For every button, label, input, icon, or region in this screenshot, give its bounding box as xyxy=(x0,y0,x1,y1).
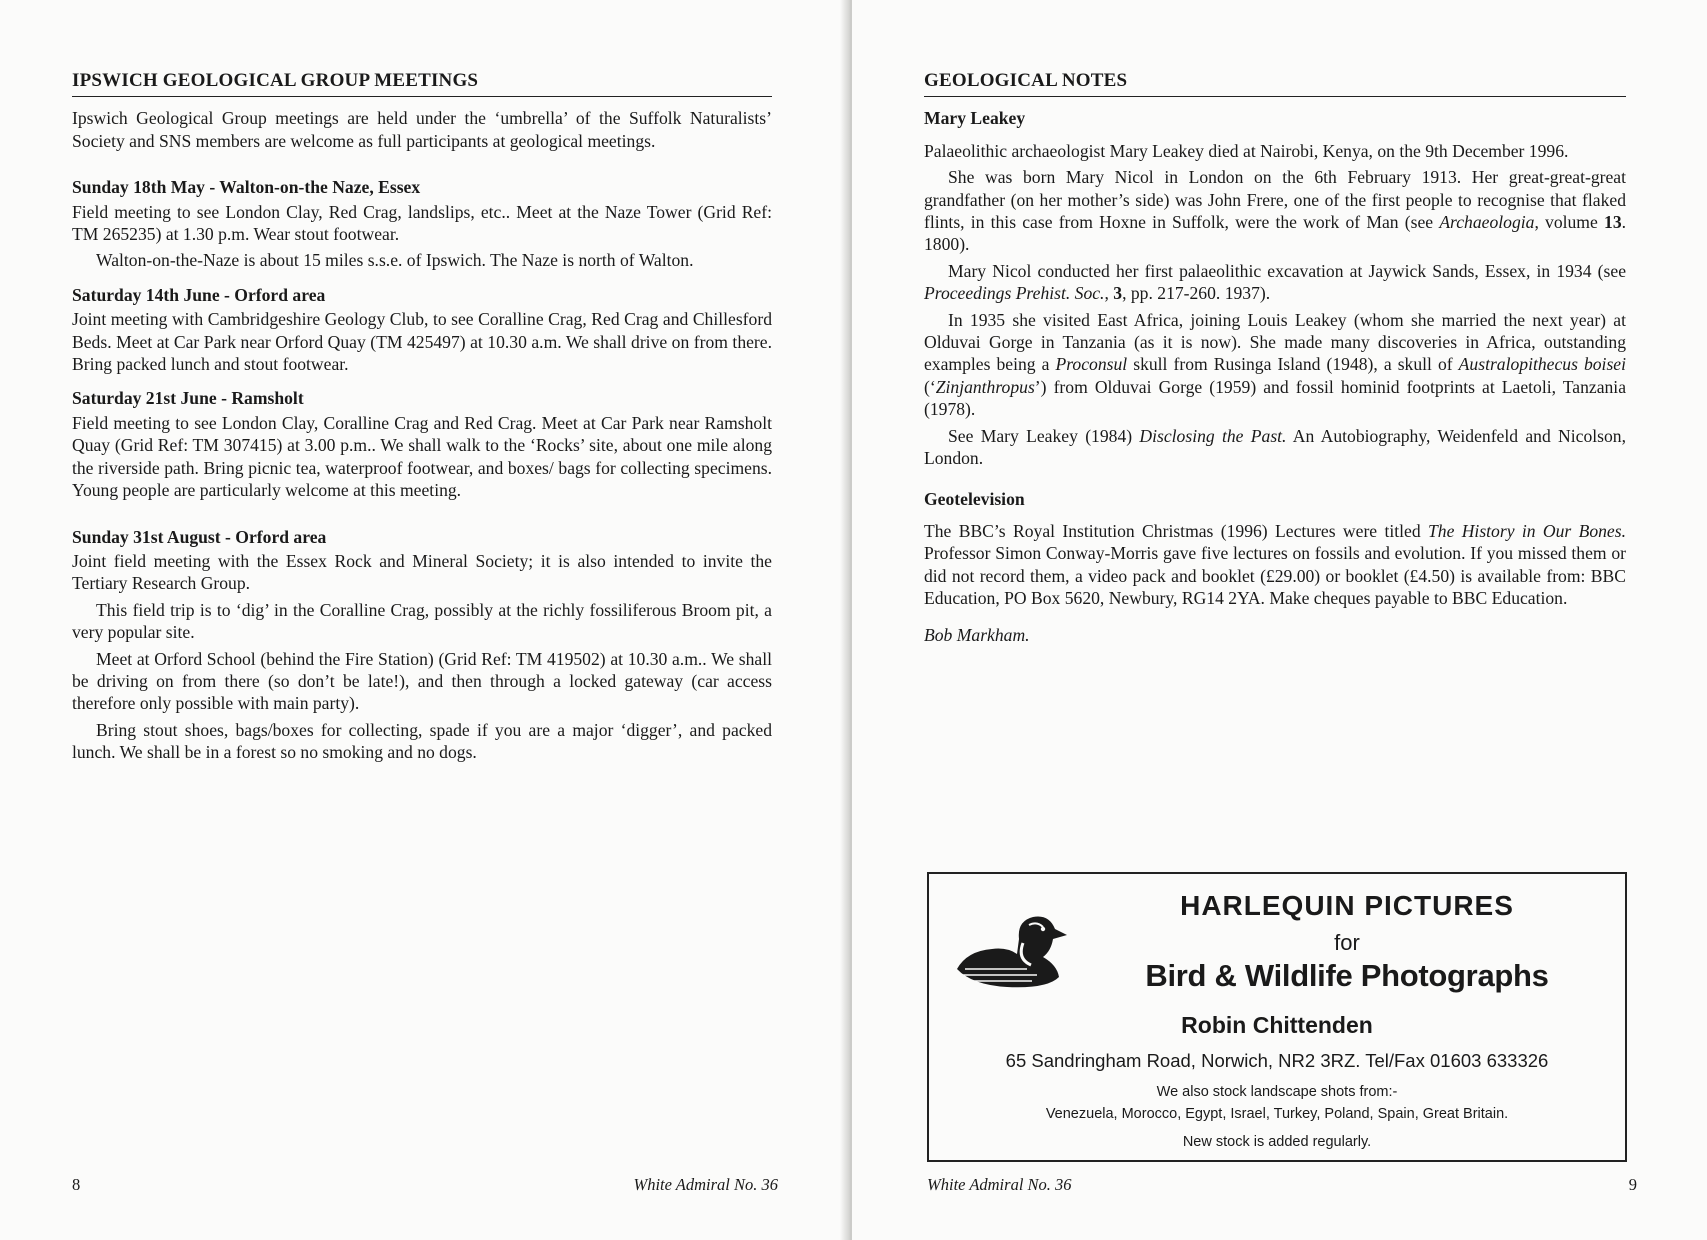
event-paragraph: Field meeting to see London Clay, Red Crag, landslips, etc.. Meet at the Naze Tower (Grid Ref: TM 265235) at 1.30 p.m. Wear stout footwear. xyxy=(72,201,772,245)
right-page xyxy=(852,0,1707,1240)
event-paragraph: Bring stout shoes, bags/boxes for collecting, spade if you are a major ‘digger’, and packed lunch. We shall be in a forest so no smoking and no dogs. xyxy=(72,719,772,763)
running-footer: White Admiral No. 36 xyxy=(633,1175,778,1194)
advert-address: 65 Sandringham Road, Norwich, NR2 3RZ. Tel/Fax 01603 633326 xyxy=(1005,1050,1549,1071)
page-number: 8 xyxy=(72,1175,81,1194)
leakey-paragraph: In 1935 she visited East Africa, joining Louis Leakey (whom she married the next year) at Olduvai Gorge in Tanzania (as it is now). She made many discoveries in Africa, outstanding examples being a Proconsul skull from Rusinga Island (1948), a skull of Australopithecus boisei (‘Zinjanthropus’) from Olduvai Gorge (1959) and fossil hominid footprints at Laetoli, Tanzania (1978). xyxy=(924,309,1626,420)
leakey-paragraph: See Mary Leakey (1984) Disclosing the Past. An Autobiography, Weidenfeld and Nicolson, London. xyxy=(924,425,1626,469)
section-title: Geotelevision xyxy=(924,488,1025,509)
harlequin-advert xyxy=(927,872,1627,1162)
left-column xyxy=(72,70,772,768)
section-title: Mary Leakey xyxy=(924,108,1026,129)
event-paragraph: Joint meeting with Cambridgeshire Geology Club, to see Coralline Crag, Red Crag and Chillesford Beds. Meet at Car Park near Orford Quay (TM 425497) at 10.30 a.m. We shall drive on from there. Bring packed lunch and stout footwear. xyxy=(72,309,772,375)
leakey-paragraph: She was born Mary Nicol in London on the 6th February 1913. Her great-great-great grandfather (on her mother’s side) was John Frere, one of the first people to recognise that flaked flints, in this case from Hoxne in Suffolk, were the work of Man (see Archaeologia, volume 13. 1800). xyxy=(924,167,1627,255)
advert-note: Venezuela, Morocco, Egypt, Israel, Turkey, Poland, Spain, Great Britain. xyxy=(1045,1106,1509,1122)
meetings-intro: Ipswich Geological Group meetings are held under the ‘umbrella’ of the Suffolk Naturalists’ Society and SNS members are welcome as full participants at geological meetings. xyxy=(72,108,772,151)
duck-illustration xyxy=(947,899,1077,994)
advert-for: for xyxy=(1334,930,1360,955)
right-column xyxy=(924,70,1626,646)
leakey-paragraph: Mary Nicol conducted her first palaeolithic excavation at Jaywick Sands, Essex, in 1934 (see Proceedings Prehist. Soc., 3, pp. 217-260. 1937). xyxy=(924,260,1626,304)
event-paragraph: Field meeting to see London Clay, Coralline Crag and Red Crag. Meet at Car Park near Ramsholt Quay (Grid Ref: TM 307415) at 3.00 p.m.. We shall walk to the ‘Rocks’ site, about one mile along the riverside path. Bring picnic tea, waterproof footwear, and boxes/ bags for collecting specimens. Young people are particularly welcome at this meeting. xyxy=(72,412,772,501)
geotv-paragraph: The BBC’s Royal Institution Christmas (1996) Lectures were titled The History in Our Bones. Professor Simon Conway-Morris gave five lectures on fossils and evolution. If you missed them or did not record them, a video pack and booklet (£29.00) or booklet (£4.50) is available from: BBC Education, PO Box 5620, Newbury, RG14 2YA. Make cheques payable to BBC Education. xyxy=(924,520,1626,609)
page-number: 9 xyxy=(1628,1175,1637,1194)
leakey-paragraph: Palaeolithic archaeologist Mary Leakey died at Nairobi, Kenya, on the 9th December 1996. xyxy=(924,140,1569,161)
running-footer: White Admiral No. 36 xyxy=(927,1175,1072,1194)
advert-title: HARLEQUIN PICTURES xyxy=(1180,890,1514,921)
notes-heading: GEOLOGICAL NOTES xyxy=(924,70,1626,97)
advert-subtitle: Bird & Wildlife Photographs xyxy=(1145,958,1549,993)
event-paragraph: This field trip is to ‘dig’ in the Coralline Crag, possibly at the richly fossiliferous Broom pit, a very popular site. xyxy=(72,599,772,643)
advert-note: New stock is added regularly. xyxy=(1182,1134,1372,1150)
author-signature: Bob Markham. xyxy=(924,624,1030,645)
event-paragraph: Meet at Orford School (behind the Fire Station) (Grid Ref: TM 419502) at 10.30 a.m.. We shall be driving on from there (so don’t be late!), and then through a locked gateway (car access therefore only possible with main party). xyxy=(72,648,772,714)
advert-note: We also stock landscape shots from:- xyxy=(1156,1084,1398,1100)
event-paragraph: Joint field meeting with the Essex Rock and Mineral Society; it is also intended to invite the Tertiary Research Group. xyxy=(72,550,772,594)
event-title: Sunday 18th May - Walton-on-the Naze, Essex xyxy=(72,177,421,198)
event-title: Sunday 31st August - Orford area xyxy=(72,526,327,547)
left-page xyxy=(0,0,848,1240)
event-paragraph: Walton-on-the-Naze is about 15 miles s.s.e. of Ipswich. The Naze is north of Walton. xyxy=(96,250,694,271)
event-title: Saturday 14th June - Orford area xyxy=(72,284,326,305)
event-title: Saturday 21st June - Ramsholt xyxy=(72,388,304,409)
advert-name: Robin Chittenden xyxy=(1181,1012,1373,1038)
meetings-heading: IPSWICH GEOLOGICAL GROUP MEETINGS xyxy=(72,70,772,97)
